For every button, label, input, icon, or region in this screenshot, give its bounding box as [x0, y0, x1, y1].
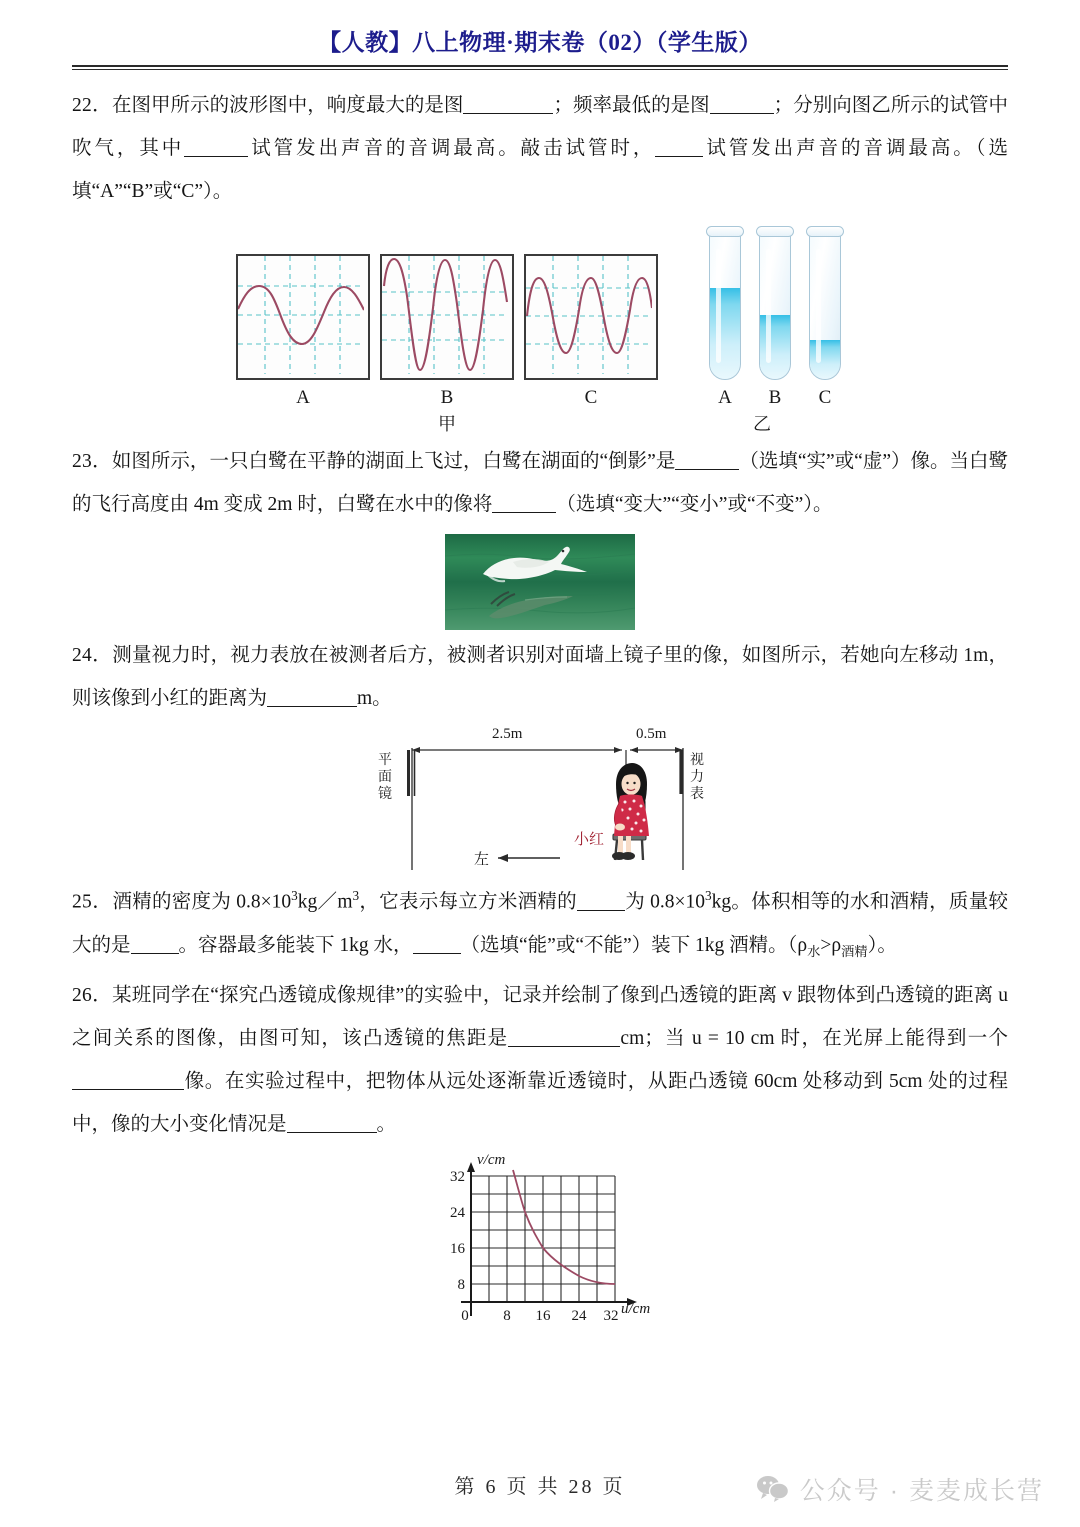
waveform-c-label: C [584, 387, 598, 408]
watermark-text: 公众号 · 麦麦成长营 [799, 1477, 1044, 1505]
tube-body [759, 232, 791, 380]
question-24-text-2: m。 [357, 688, 392, 709]
question-24-text-1: 测量视力时，视力表放在被测者后方，被测者识别对面墙上镜子里的像，如图所示，若她向左移动 1m，则该像到小红的距离为 [72, 645, 1009, 709]
lens-chart-svg [425, 1156, 655, 1324]
q25-sup1: 3 [291, 888, 298, 903]
distance-label-right: 0.5m [636, 726, 667, 742]
distance-label-left: 2.5m [492, 726, 523, 742]
q26-t3: 像。在实验过程中，把物体从远处逐渐靠近透镜时，从距凸透镜 60cm 处移动到 5cm 处的过程中，像的大小变化情况是 [72, 1071, 1008, 1136]
svg-text:16: 16 [535, 1308, 551, 1325]
answer-blank[interactable] [287, 1113, 377, 1133]
answer-blank[interactable] [675, 450, 739, 470]
chart-xlabel: u/cm [621, 1301, 651, 1318]
header-divider [72, 65, 1008, 70]
figure-26 [72, 1152, 1008, 1325]
test-tube-c-label: C [818, 387, 832, 408]
svg-text:8: 8 [457, 1277, 465, 1294]
lens-chart [425, 1152, 655, 1325]
question-22-text-2: ；频率最低的是图 [553, 95, 710, 116]
figure-24 [72, 728, 1008, 870]
svg-text:0: 0 [461, 1308, 469, 1325]
question-26 [72, 974, 1008, 1146]
waveform-a-svg [238, 256, 364, 374]
waveform-c-svg [526, 256, 652, 374]
tube-water-level [710, 288, 740, 379]
egret-photo-svg [445, 534, 635, 630]
test-tube-a-label: A [718, 387, 732, 408]
waveform-a [236, 254, 370, 409]
question-22-text-3: ；分别向图乙所示的试管中吹气，其中 [72, 95, 1008, 159]
svg-text:32: 32 [450, 1169, 465, 1186]
mirror-diagram [370, 728, 710, 870]
tube-lip [756, 226, 794, 237]
page-footer: 第 6 页 共 28 页 [454, 1476, 626, 1498]
question-22 [72, 84, 1008, 213]
mirror-diagram-svg [370, 728, 710, 870]
answer-blank[interactable] [413, 934, 461, 954]
q25-t2: kg／m [297, 891, 353, 913]
svg-text:24: 24 [571, 1308, 587, 1325]
question-23-text-1: 如图所示，一只白鹭在平静的湖面上飞过，白鹭在湖面的“倒影”是 [111, 451, 676, 472]
tube-gloss [716, 249, 721, 363]
question-24-number: 24． [72, 645, 113, 666]
figure-22-caption-jia: 甲 [438, 414, 456, 434]
waveform-c [524, 254, 658, 409]
waveform-a-label: A [296, 387, 310, 408]
answer-blank[interactable] [492, 493, 556, 513]
q25-t7: （选填“能”或“不能”）装下 1kg 酒精。（ρ [460, 934, 808, 956]
test-tube-a [706, 221, 744, 409]
waveform-box [236, 254, 370, 380]
question-25 [72, 874, 1008, 972]
egret-photo [445, 534, 635, 630]
waveform-b-svg [382, 256, 508, 374]
q25-t4: 为 0.8×10 [624, 891, 705, 913]
waveform-box [524, 254, 658, 380]
answer-blank[interactable] [710, 94, 774, 114]
person-label: 小红 [574, 832, 605, 848]
q26-t1: 某班同学在“探究凸透镜成像规律”的实验中，记录并绘制了像到凸透镜的距离 v 跟物体到凸透镜的距离 u 之间关系的图像，由图可知，该凸透镜的焦距是 [72, 985, 1009, 1050]
q25-t8: >ρ [820, 934, 842, 956]
tube-body [709, 232, 741, 380]
q25-sub1: 水 [807, 943, 821, 959]
svg-text:16: 16 [450, 1241, 465, 1258]
watermark [756, 1471, 1044, 1507]
question-23-text-3: （选填“变大”“变小”或“不变”）。 [556, 494, 833, 515]
question-23-text-2: （选填“实”或“虚”）像。当白鹭的飞行高度由 4m 变成 2m 时，白鹭在水中的像将 [72, 451, 1009, 515]
tube-gloss [766, 249, 771, 363]
tube-gloss [816, 249, 821, 363]
waveform-set [236, 254, 658, 409]
chart-ylabel: v/cm [477, 1152, 506, 1169]
answer-blank[interactable] [72, 1070, 184, 1090]
answer-blank[interactable] [508, 1027, 620, 1047]
answer-blank[interactable] [184, 137, 248, 157]
question-22-number: 22． [72, 95, 112, 116]
test-tube-b-label: B [768, 387, 782, 408]
waveform-b-label: B [440, 387, 454, 408]
test-tube-c [806, 221, 844, 409]
figure-23 [72, 534, 1008, 630]
wechat-icon [756, 1475, 790, 1503]
q25-t3: ，它表示每立方米酒精的 [359, 891, 577, 913]
q26-t4: 。 [376, 1114, 397, 1136]
mirror-label: 平面镜 [378, 753, 392, 802]
answer-blank[interactable] [577, 891, 625, 911]
question-22-text-5: 试管发出声音的音调最高。（选填“A”“B”或“C”）。 [72, 138, 1008, 202]
test-tube-set [706, 221, 844, 409]
figure-22 [72, 221, 1008, 436]
figure-22-caption-yi: 乙 [753, 414, 771, 434]
question-25-number: 25． [72, 891, 113, 913]
question-22-text-1: 在图甲所示的波形图中，响度最大的是图 [111, 95, 464, 116]
question-24 [72, 634, 1008, 720]
tube-water-level [760, 315, 790, 379]
q26-t2: cm；当 u = 10 cm 时，在光屏上能得到一个 [620, 1028, 1008, 1050]
direction-label: 左 [474, 852, 490, 868]
q25-t9: ）。 [867, 934, 897, 956]
eye-chart-label: 视力表 [690, 753, 704, 802]
page-title: 【人教】八上物理·期末卷（02）（学生版） [318, 30, 762, 55]
test-tube [756, 221, 794, 381]
q25-sup2: 3 [352, 888, 360, 903]
test-tube-b [756, 221, 794, 409]
question-22-text-4: 试管发出声音的音调最高。敲击试管时， [248, 138, 656, 159]
q25-t6: 。容器最多能装下 1kg 水， [178, 934, 413, 956]
q25-sup3: 3 [705, 888, 712, 903]
tube-lip [806, 226, 844, 237]
q25-t1: 酒精的密度为 0.8×10 [112, 891, 292, 913]
svg-text:8: 8 [503, 1308, 511, 1325]
test-tube [806, 221, 844, 381]
test-tube [706, 221, 744, 381]
girl-figure [612, 763, 649, 860]
question-26-number: 26． [72, 985, 113, 1007]
answer-blank[interactable] [267, 687, 357, 707]
question-23-number: 23． [72, 451, 112, 472]
svg-text:24: 24 [450, 1205, 465, 1222]
question-23 [72, 440, 1008, 526]
waveform-box [380, 254, 514, 380]
waveform-b [380, 254, 514, 409]
q25-t5: kg。体积相等的水和酒精，质量较大的是 [72, 891, 1008, 956]
tube-body [809, 232, 841, 380]
q25-sub2: 酒精 [841, 943, 868, 959]
tube-water-level [810, 340, 840, 379]
answer-blank[interactable] [463, 94, 553, 114]
answer-blank[interactable] [655, 137, 703, 157]
svg-text:32: 32 [603, 1308, 619, 1325]
answer-blank[interactable] [131, 934, 179, 954]
tube-lip [706, 226, 744, 237]
